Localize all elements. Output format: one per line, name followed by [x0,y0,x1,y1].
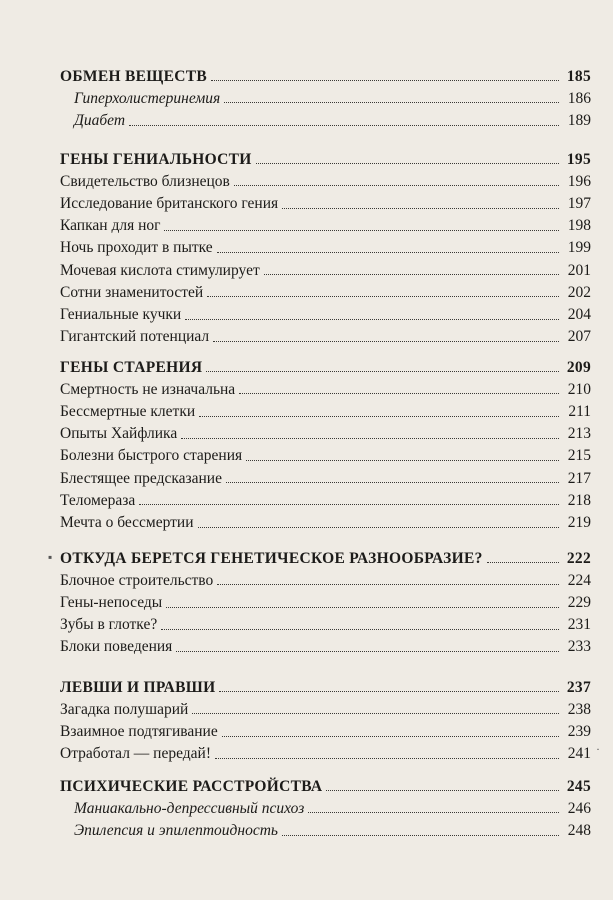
dot-leader [199,416,559,417]
toc-entry [60,234,591,256]
toc-entry [60,212,591,234]
toc-section-4 [60,544,591,655]
toc-entry-page-number: 210 [567,380,591,398]
dot-leader [139,504,559,505]
dot-leader [219,691,559,692]
toc-section-3 [60,353,591,531]
toc-entry-page-number: 202 [567,283,591,301]
toc-entry-page-number: 217 [567,469,591,487]
toc-entry [60,375,591,397]
chapter-heading-title: ПСИХИЧЕСКИЕ РАССТРОЙСТВА [60,777,323,795]
toc-entry [60,464,591,486]
toc-entry-title: Взаимное подтягивание [60,723,218,741]
chapter-heading [60,772,591,794]
toc-entry-title: Опыты Хайфлика [60,425,178,443]
dot-leader [222,736,559,737]
chapter-heading-page-number: 185 [566,67,591,85]
toc-entry [60,611,591,633]
chapter-heading-page-number: 222 [566,549,591,567]
dot-leader [487,562,559,563]
dot-leader [217,584,559,585]
toc-entry-title: Маниакально-депрессивный психоз [74,799,305,817]
toc-entry-title: Исследование британского гения [60,195,279,213]
chapter-heading [60,544,591,566]
dot-leader [176,651,559,652]
dot-leader [198,527,559,528]
toc-entry-page-number: 186 [567,89,591,107]
dot-leader [181,438,559,439]
chapter-heading-title: ОБМЕН ВЕЩЕСТВ [60,67,208,85]
dot-leader [256,163,559,164]
toc-entry [60,566,591,588]
toc-entry-page-number: 246 [567,799,591,817]
toc-entry-title: Блочное строительство [60,571,214,589]
toc-entry-title: Блоки поведения [60,638,173,656]
toc-entry-title: Гены-непоседы [60,594,163,612]
dot-leader [215,758,559,759]
dot-leader [226,482,559,483]
toc-entry-title: Смертность не изначальна [60,380,236,398]
toc-entry-title: Свидетельство близнецов [60,172,230,190]
toc-entry [60,167,591,189]
toc-entry [60,794,591,816]
toc-entry-page-number: 231 [567,616,591,634]
toc-entry [60,106,591,128]
toc-entry-page-number: 196 [567,172,591,190]
dot-leader [213,341,559,342]
chapter-heading-title: ГЕНЫ ГЕНИАЛЬНОСТИ [60,150,252,168]
dot-leader [282,835,559,836]
toc-entry-title: Диабет [74,112,126,130]
toc-entry [60,323,591,345]
toc-entry-page-number: 199 [567,239,591,257]
toc-entry [60,695,591,717]
toc-entry-page-number: 207 [567,328,591,346]
dot-leader [129,125,559,126]
toc-entry [60,189,591,211]
toc-entry-title: Загадка полушарий [60,700,189,718]
toc-entry-page-number: 197 [567,195,591,213]
chapter-heading-title: ГЕНЫ СТАРЕНИЯ [60,358,203,376]
toc-entry-title: Ночь проходит в пытке [60,239,213,257]
toc-entry-page-number: 215 [567,447,591,465]
chapter-heading-page-number: 195 [566,150,591,168]
toc-entry-title: Гиперхолистеринемия [74,89,221,107]
chapter-heading [60,353,591,375]
toc-entry [60,278,591,300]
dot-leader [224,102,559,103]
chapter-heading-title: ЛЕВШИ И ПРАВШИ [60,678,216,696]
toc-entry [60,588,591,610]
toc-entry-page-number: 219 [567,514,591,531]
toc-entry-page-number: 218 [567,491,591,509]
dot-leader [185,319,559,320]
toc-entry-page-number: 229 [567,594,591,612]
toc-entry [60,256,591,278]
toc-entry-title: Эпилепсия и эпилептоидность [74,822,278,840]
toc-entry [60,508,591,530]
toc-entry [60,300,591,322]
toc-entry-title: Капкан для ног [60,217,161,235]
toc-entry [60,816,591,838]
dot-leader [264,274,559,275]
toc-section-6 [60,772,591,839]
dot-leader [161,629,559,630]
dot-leader [206,371,559,372]
toc-entry-page-number: 248 [567,822,591,840]
dot-leader [308,812,559,813]
toc-entry-page-number: 239 [567,723,591,741]
toc-entry-title: Гигантский потенциал [60,328,210,346]
chapter-heading [60,62,591,84]
toc-entry-page-number: 233 [567,638,591,656]
toc-entry-title: Блестящее предсказание [60,469,222,487]
toc-entry-title: Зубы в глотке? [60,616,158,634]
toc-entry-page-number: 224 [567,571,591,589]
toc-entry-title: Бессмертные клетки [60,403,196,421]
dot-leader [234,185,559,186]
toc-entry-page-number: 204 [567,306,591,323]
toc-entry-title: Гениальные кучки [60,306,182,323]
toc-entry-page-number: 189 [567,112,591,130]
dot-leader [211,80,559,81]
toc-entry-title: Теломераза [60,491,136,509]
dot-leader [192,713,559,714]
toc-entry [60,84,591,106]
dot-leader [207,296,559,297]
toc-entry [60,397,591,419]
dot-leader [326,790,559,791]
chapter-heading-page-number: 237 [566,678,591,696]
toc-entry-page-number: 238 [567,700,591,718]
chapter-heading-title: ОТКУДА БЕРЕТСЯ ГЕНЕТИЧЕСКОЕ РАЗНООБРАЗИЕ? [60,549,483,567]
toc-entry [60,740,591,762]
toc-section-2 [60,145,591,345]
toc-entry-title: Болезни быстрого старения [60,447,243,465]
toc-entry-page-number: 211 [568,403,591,421]
toc-entry-title: Отработал — передай! [60,745,212,763]
toc-entry-page-number: 241 [567,745,591,763]
toc-entry [60,633,591,655]
toc-entry [60,442,591,464]
dot-leader [166,607,559,608]
dot-leader [246,460,559,461]
toc-entry [60,717,591,739]
toc-entry [60,486,591,508]
toc-section-5 [60,673,591,762]
toc-entry-page-number: 198 [567,217,591,235]
dot-leader [282,208,559,209]
scan-speck: ▪ [48,550,53,564]
toc-entry-title: Сотни знаменитостей [60,283,204,301]
dot-leader [239,393,559,394]
scan-speck: · [596,742,600,756]
toc-entry [60,420,591,442]
dot-leader [164,230,559,231]
toc-section-1 [60,62,591,129]
toc-entry-title: Мочевая кислота стимулирует [60,261,260,279]
chapter-heading-page-number: 245 [566,777,591,795]
toc-entry-page-number: 213 [567,425,591,443]
toc-entry-page-number: 201 [567,261,591,279]
dot-leader [217,252,559,253]
chapter-heading [60,145,591,167]
chapter-heading-page-number: 209 [566,358,591,376]
toc-entry-title: Мечта о бессмертии [60,514,194,531]
chapter-heading [60,673,591,695]
